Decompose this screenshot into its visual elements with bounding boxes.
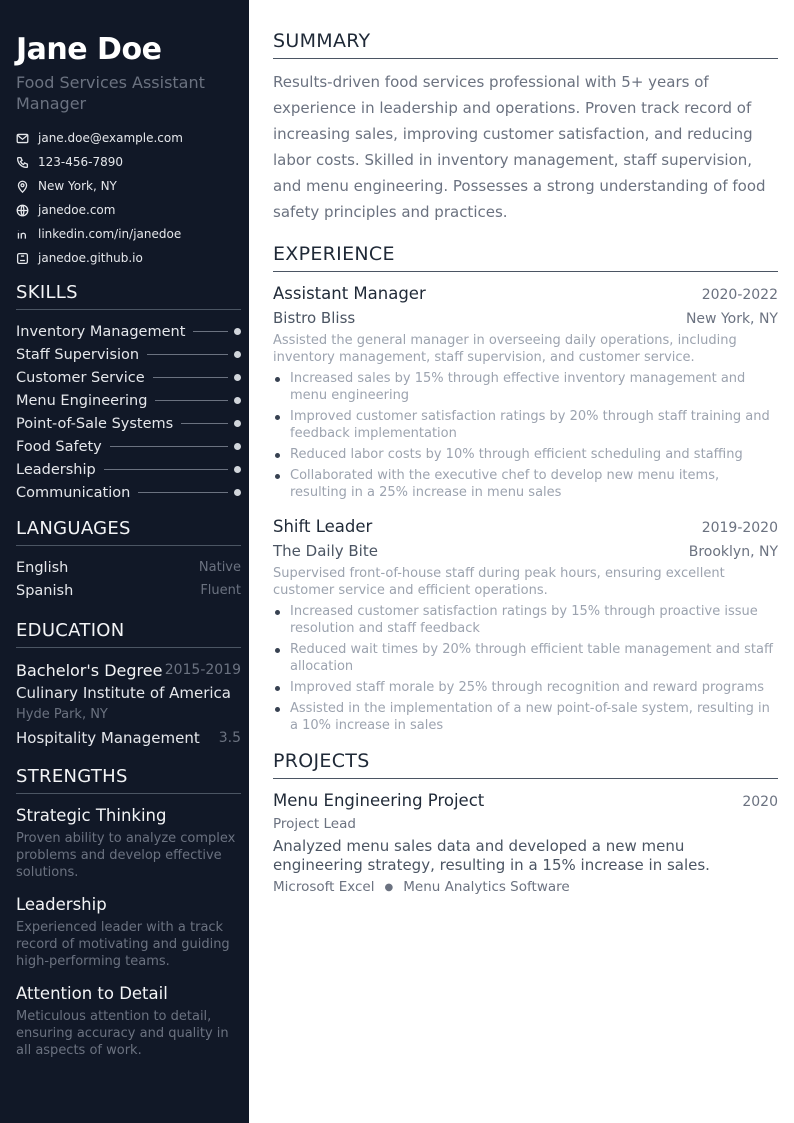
language-item [16,579,241,602]
skill-dot-icon [234,443,241,450]
contact-list [16,126,241,270]
globe-icon [16,204,38,217]
skill-item [16,389,241,412]
skill-label: Point-of-Sale Systems [16,415,174,432]
github-icon [16,252,38,265]
skill-dot-icon [234,374,241,381]
languages-section [16,518,241,602]
skill-item [16,412,241,435]
candidate-headline: Food Services Assistant Manager [16,73,205,113]
projects-heading: PROJECTS [273,750,778,779]
skill-item [16,343,241,366]
bullet-separator-icon: ● [384,881,394,893]
skill-divider [155,400,228,401]
language-level: Fluent [200,583,241,598]
experience-heading: EXPERIENCE [273,243,778,272]
skill-divider [181,423,228,424]
contact-website[interactable] [16,198,241,222]
language-level: Native [198,560,241,575]
job-date: 2020-2022 [701,287,778,303]
job-highlight: Reduced labor costs by 10% through efficient scheduling and staffing [273,446,778,463]
job-highlight: Improved customer satisfaction ratings by 20% through staff training and feedback implementation [273,408,778,442]
language-item [16,556,241,579]
job-highlight: Collaborated with the executive chef to develop new menu items, resulting in a 25% increase in menu sales [273,467,778,501]
skill-label: Leadership [16,461,96,478]
project-date: 2020 [742,794,778,810]
strength-title: Strategic Thinking [16,806,167,825]
sidebar [0,0,249,1123]
skill-label: Customer Service [16,369,145,386]
skill-label: Menu Engineering [16,392,148,409]
skill-divider [193,331,228,332]
skill-dot-icon [234,397,241,404]
job-highlights [273,370,778,501]
skill-label: Inventory Management [16,323,186,340]
job-title: Shift Leader [273,517,373,536]
project-keywords [273,879,778,895]
summary-text: Results-driven food services professional with 5+ years of experience in leadership and operations. Proven track record of increasing sales, improving customer satisfaction, and reducing labor costs. Skilled in inventory management, staff supervision, and menu engineering. Possesses a strong understanding of food safety principles and practices. [273,73,766,221]
experience-section [273,243,778,734]
project-name: Menu Engineering Project [273,791,485,810]
education-section [16,620,241,750]
job-company: The Daily Bite [273,542,378,560]
skill-label: Food Safety [16,438,102,455]
project-keyword: Microsoft Excel [273,879,375,895]
skills-section [16,282,241,504]
contact-email[interactable] [16,126,241,150]
skill-divider [153,377,228,378]
skill-divider [104,469,228,470]
contact-phone[interactable] [16,150,241,174]
skill-label: Staff Supervision [16,346,140,363]
job-highlight: Improved staff morale by 25% through recognition and reward programs [273,679,778,696]
skill-divider [110,446,228,447]
education-date: 2015-2019 [164,662,241,678]
education-score: 3.5 [218,730,241,746]
candidate-name: Jane Doe [16,32,162,67]
strength-description: Meticulous attention to detail, ensuring accuracy and quality in all aspects of work. [16,1009,229,1058]
education-degree-row [16,658,241,682]
skill-item [16,320,241,343]
strength-description: Proven ability to analyze complex problems and develop effective solutions. [16,831,236,880]
skill-item [16,366,241,389]
skill-divider [147,354,228,355]
education-location: Hyde Park, NY [16,707,108,722]
job-description: Supervised front-of-house staff during peak hours, ensuring excellent customer service and efficient operations. [273,566,725,598]
skill-item [16,435,241,458]
strength-description: Experienced leader with a track record of motivating and guiding high-performing teams. [16,920,230,969]
contact-github-text: janedoe.github.io [38,251,143,265]
job-highlight: Increased customer satisfaction ratings by 15% through proactive issue resolution and staff feedback [273,603,778,637]
job-highlight: Reduced wait times by 20% through efficient table management and staff allocation [273,641,778,675]
skill-dot-icon [234,328,241,335]
strength-title: Leadership [16,895,107,914]
strength-item [16,982,241,1059]
contact-location-text: New York, NY [38,179,117,193]
contact-linkedin[interactable] [16,222,241,246]
project-role: Project Lead [273,816,356,832]
experience-item [273,282,778,501]
job-description: Assisted the general manager in overseeing daily operations, including inventory management, staff supervision, and customer service. [273,333,737,365]
education-area: Hospitality Management [16,729,200,747]
strengths-heading: STRENGTHS [16,766,241,794]
location-pin-icon [16,180,38,193]
education-heading: EDUCATION [16,620,241,648]
summary-section [273,30,778,225]
skill-item [16,458,241,481]
skill-label: Communication [16,484,131,501]
education-degree: Bachelor's Degree [16,660,163,680]
skill-dot-icon [234,351,241,358]
language-name: English [16,559,69,576]
skill-dot-icon [234,420,241,427]
project-description: Analyzed menu sales data and developed a new menu engineering strategy, resulting in a 15% increase in sales. [273,837,710,874]
projects-section [273,750,778,895]
education-area-row [16,726,241,750]
education-institution: Culinary Institute of America [16,684,231,702]
contact-email-text: jane.doe@example.com [38,131,183,145]
linkedin-icon [16,228,38,241]
job-location: Brooklyn, NY [688,544,778,560]
phone-icon [16,156,38,169]
contact-phone-text: 123-456-7890 [38,155,124,169]
job-location: New York, NY [685,311,778,327]
job-date: 2019-2020 [701,520,778,536]
strengths-section [16,766,241,1059]
contact-location [16,174,241,198]
skill-item [16,481,241,504]
skills-heading: SKILLS [16,282,241,310]
strength-title: Attention to Detail [16,984,168,1003]
job-highlight: Assisted in the implementation of a new point-of-sale system, resulting in a 10% increase in sales [273,700,778,734]
contact-linkedin-text: linkedin.com/in/janedoe [38,227,182,241]
project-keyword: Menu Analytics Software [403,879,570,895]
skill-divider [138,492,228,493]
skill-dot-icon [234,466,241,473]
main-content [273,30,778,895]
job-title: Assistant Manager [273,284,426,303]
strength-item [16,893,241,970]
job-highlight: Increased sales by 15% through effective inventory management and menu engineering [273,370,778,404]
job-company: Bistro Bliss [273,309,356,327]
contact-website-text: janedoe.com [38,203,116,217]
languages-heading: LANGUAGES [16,518,241,546]
language-name: Spanish [16,582,74,599]
summary-heading: SUMMARY [273,30,778,59]
skill-dot-icon [234,489,241,496]
experience-item [273,515,778,734]
project-item [273,789,778,895]
job-highlights [273,603,778,734]
strength-item [16,804,241,881]
mail-icon [16,132,38,145]
contact-github[interactable] [16,246,241,270]
